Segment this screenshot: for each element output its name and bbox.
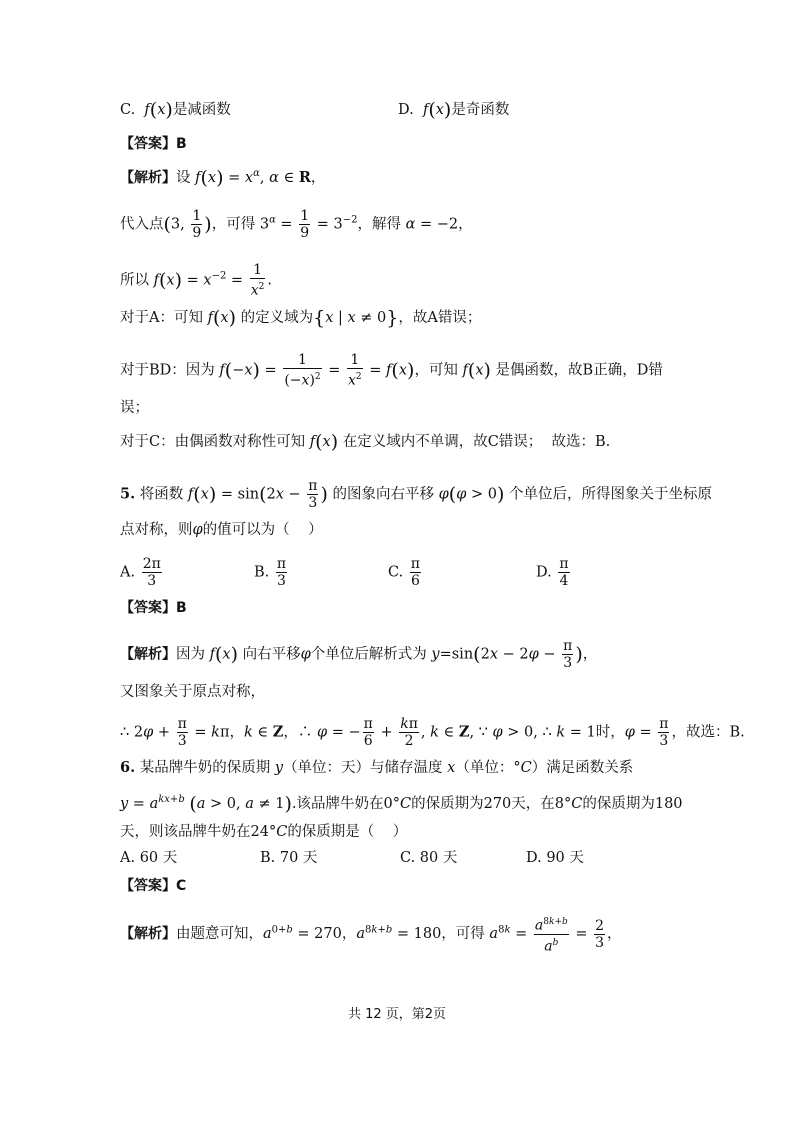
q4-analysis-line-2: 代入点(3, $\frac{1}{9}$ )，可得 $3^\alpha$ = $\frac{1}{9}$ = $3^{-2}$，解得 α = −2，: [120, 208, 473, 241]
page-footer: 共 12 页，第2页: [347, 1007, 447, 1022]
q5-option-c: C. $\frac{\pi}{6}$: [388, 556, 420, 589]
q4-analysis-line-1: 【解析】设 $f(x) = x^\alpha$, α ∈ R，: [120, 166, 326, 189]
q5-analysis-line-3: ∴ 2φ + $\frac{\pi}{3}$ = kπ，k ∈ Z，∴ φ = − $\frac{\pi}{6}$ + $\frac{k\pi}{2}$ , k ∈ Z, ∵ φ > 0, ∴ k = 1时，φ = $\frac{\pi}{3}$ ，故选：B.: [120, 716, 745, 749]
q5-answer: 【答案】B: [120, 600, 187, 616]
q6-option-c: C. 80 天: [400, 850, 458, 866]
q5-option-a: A. $\frac{2\pi}{3}$: [120, 556, 161, 589]
q6-option-d: D. 90 天: [526, 850, 584, 866]
q4-option-c: C. f(x)是减函数: [120, 99, 231, 121]
q6-answer: 【答案】C: [120, 878, 187, 894]
q6-option-b: B. 70 天: [260, 850, 318, 866]
q4-option-d: D. f(x)是奇函数: [398, 99, 510, 121]
q6-analysis-tag: 【解析】: [120, 926, 176, 943]
q6-stem-line-1: 6. 某品牌牛奶的保质期 y（单位：天）与储存温度 x（单位：°C）满足函数关系: [120, 759, 634, 776]
q6-analysis-line-1: 【解析】由题意可知，$a^{0+b} = 270$，$a^{8k+b} = 180$，可得 $a^{8k}$ = $\frac{a^{8k+b}}{a^b}$ = $\frac{2}{3}$ ，: [120, 914, 622, 954]
q5-option-d: D. $\frac{\pi}{4}$: [536, 556, 569, 589]
q5-option-b: B. $\frac{\pi}{3}$: [254, 556, 287, 589]
q4-analysis-line-6: 对于C：由偶函数对称性可知 f(x) 在定义域内不单调，故C错误； 故选：B.: [120, 431, 611, 453]
q4-answer: 【答案】B: [120, 136, 187, 152]
q4-analysis-line-5: 对于BD：因为 f(−x) = $\frac{1}{(-x)^2}$ = $\frac{1}{x^2}$ = f(x)，可知 f(x) 是偶函数，故B正确，D错: [120, 352, 663, 389]
q6-stem-line-2: $y = a^{kx+b}$ (a > 0, a ≠ 1).该品牌牛奶在0°C的保质期为270天，在8°C的保质期为180: [120, 792, 683, 815]
q6-stem-line-3: 天，则该品牌牛奶在24°C的保质期是（ ）: [120, 824, 408, 840]
q5-analysis-line-2: 又图象关于原点对称，: [120, 684, 265, 700]
q5-analysis-line-1: 【解析】因为 f(x) 向右平移φ个单位后解析式为 y=sin(2x − 2φ − $\frac{\pi}{3}$ )，: [120, 638, 598, 671]
q4-analysis-line-5b: 误；: [120, 400, 149, 416]
q4-analysis-line-4: 对于A：可知 f(x) 的定义域为{x | x ≠ 0}，故A错误；: [120, 307, 482, 329]
q5-stem-line-2: 点对称，则φ的值可以为（ ）: [120, 522, 323, 538]
q6-option-a: A. 60 天: [120, 850, 178, 866]
q4-analysis-tag: 【解析】: [120, 169, 176, 186]
q5-analysis-tag: 【解析】: [120, 646, 176, 663]
q4-analysis-line-3: 所以 $f(x) = x^{-2}$ = $\frac{1}{x^2}$ .: [120, 262, 272, 299]
q5-stem-line-1: 5. 将函数 f(x) = sin(2x − $\frac{\pi}{3}$ ) 的图象向右平移 φ(φ > 0) 个单位后，所得图象关于坐标原: [120, 478, 712, 511]
